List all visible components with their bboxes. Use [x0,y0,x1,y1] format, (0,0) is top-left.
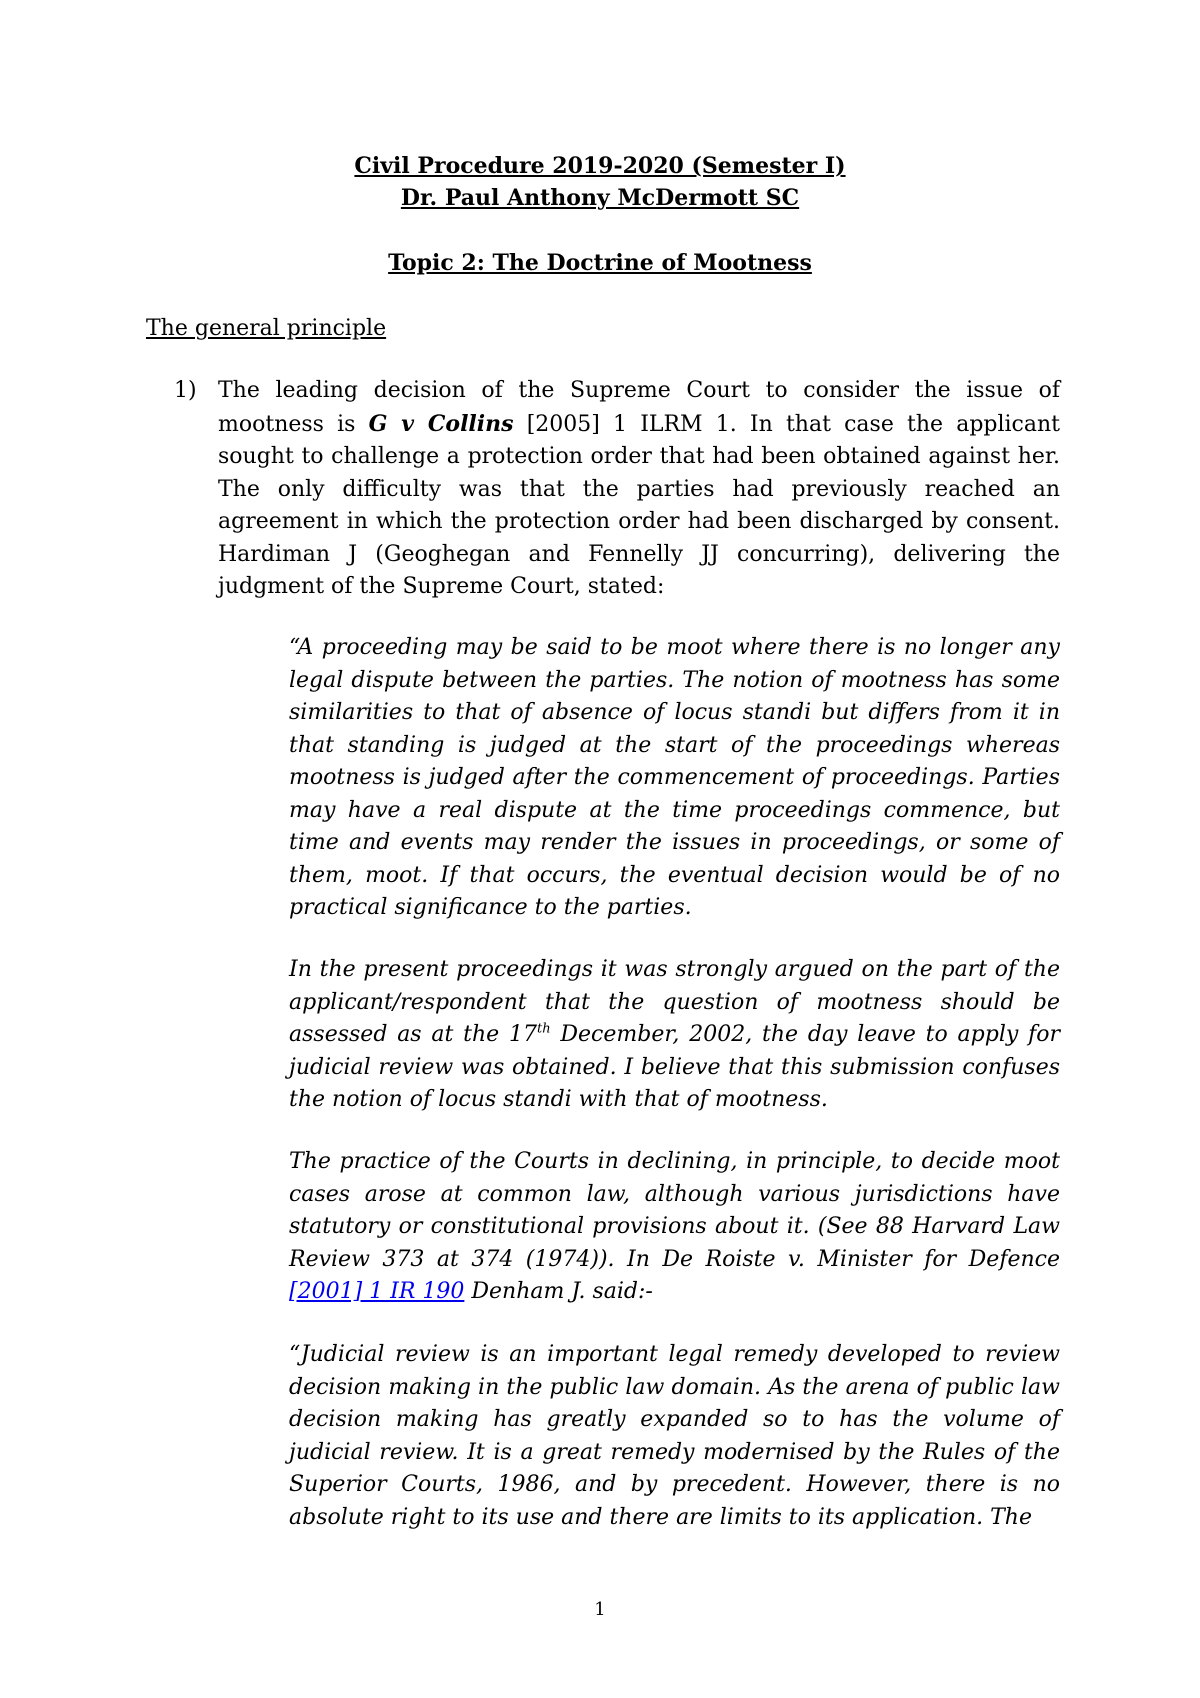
numbered-paragraph-1 [174,375,1060,604]
quote-2-text-a: In the present proceedings it was strongly argued on the part of the applicant/respondent that the question of mootness should be assessed as at the 17 [289,957,1060,1047]
page-number: 1 [594,1599,606,1620]
paragraph-text-a: The leading decision of the Supreme Court to consider the issue of mootness is [218,378,1060,437]
citation-link[interactable]: [2001] 1 IR 190 [289,1279,465,1304]
lecturer-name: Dr. Paul Anthony McDermott SC [400,185,800,211]
ordinal-suffix: th [536,1021,551,1037]
quote-3-text-b: Denham J. said:- [464,1279,653,1304]
case-name: G v Collins [368,410,514,437]
quote-3-text-a: The practice of the Courts in declining, in principle, to decide moot cases arose at common law, although various jurisdictions have statutory or constitutional provisions about it. (See 88 Harvard Law Review 373 at 374 (1974)). In De Roiste v. Minister for Defence [289,1149,1060,1272]
topic-heading: Topic 2: The Doctrine of Mootness [388,250,812,276]
block-quote-3 [289,1146,1060,1309]
course-title: Civil Procedure 2019-2020 (Semester I) [354,153,846,179]
paragraph-text [218,375,1060,604]
block-quote-1: “A proceeding may be said to be moot where there is no longer any legal dispute between the parties. The notion of mootness has some similarities to that of absence of locus standi but differs from it in that standing is judged at the start of the proceedings whereas mootness is judged after the commencement of proceedings. Parties may have a real dispute at the time proceedings commence, but time and events may render the issues in proceedings, or some of them, moot. If that occurs, the eventual decision would be of no practical significance to the parties. [289,635,1060,920]
paragraph-text-b: [2005] 1 ILRM 1. In that case the applicant sought to challenge a protection order that had been obtained against her. The only difficulty was that the parties had previously reached an agreement in which the protection order had been discharged by consent. Hardiman J (Geoghegan and Fennelly JJ concurring), delivering the judgment of the Supreme Court, stated: [218,411,1061,599]
quote-2-text-b: December, 2002, the day leave to apply for judicial review was obtained. I believe that this submission confuses the notion of locus standi with that of mootness. [289,1022,1060,1112]
paragraph-number: 1) [174,378,197,403]
block-quote-2 [289,954,1060,1117]
section-heading: The general principle [146,316,387,341]
block-quote-4: “Judicial review is an important legal remedy developed to review decision making in the public law domain. As the arena of public law decision making has greatly expanded so to has the volume of judicial review. It is a great remedy modernised by the Rules of the Superior Courts, 1986, and by precedent. However, there is no absolute right to its use and there are limits to its application. The [289,1342,1060,1530]
